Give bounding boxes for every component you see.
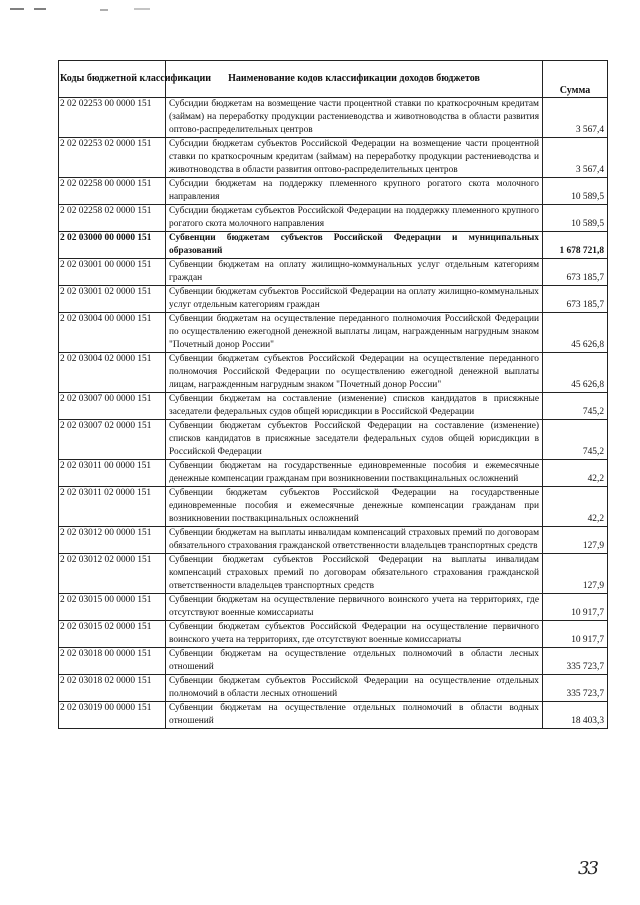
row-sum: 42,2 — [543, 487, 608, 527]
table-row — [59, 648, 608, 675]
row-code: 2 02 03000 00 0000 151 — [59, 232, 166, 259]
row-sum: 10 917,7 — [543, 621, 608, 648]
row-description: Субвенции бюджетам субъектов Российской Федерации на оплату жилищно-коммунальных услуг отдельным категориям граждан — [166, 286, 543, 313]
table-body — [59, 98, 608, 729]
table-header-row — [59, 61, 608, 98]
row-sum: 1 678 721,8 — [543, 232, 608, 259]
table-row — [59, 205, 608, 232]
row-code: 2 02 03018 02 0000 151 — [59, 675, 166, 702]
row-code: 2 02 03004 00 0000 151 — [59, 313, 166, 353]
row-code: 2 02 03007 02 0000 151 — [59, 420, 166, 460]
header-codes: Коды бюджетной классификации — [59, 61, 166, 98]
row-sum: 673 185,7 — [543, 286, 608, 313]
row-description: Субвенции бюджетам субъектов Российской Федерации на осуществление первичного воинского учета на территориях, где отсутствуют военные комиссариаты — [166, 621, 543, 648]
row-sum: 745,2 — [543, 393, 608, 420]
row-sum: 3 567,4 — [543, 98, 608, 138]
row-description: Субвенции бюджетам субъектов Российской Федерации на осуществление переданного полномочия Российской Федерации по осуществлению ежегодной денежной выплаты лицам, награжденным нагрудным знаком "Почетный донор России" — [166, 353, 543, 393]
table-row — [59, 353, 608, 393]
row-code: 2 02 03011 02 0000 151 — [59, 487, 166, 527]
table-row — [59, 460, 608, 487]
table-row — [59, 702, 608, 729]
row-sum: 673 185,7 — [543, 259, 608, 286]
row-sum: 10 589,5 — [543, 178, 608, 205]
row-sum: 18 403,3 — [543, 702, 608, 729]
row-code: 2 02 03001 02 0000 151 — [59, 286, 166, 313]
row-sum: 10 589,5 — [543, 205, 608, 232]
row-description: Субвенции бюджетам субъектов Российской Федерации на выплаты инвалидам компенсаций страховых премий по договорам обязательного страхования гражданской ответственности владельцев транспортных средств — [166, 554, 543, 594]
row-description: Субвенции бюджетам на выплаты инвалидам компенсаций страховых премий по договорам обязательного страхования гражданской ответственности владельцев транспортных средств — [166, 527, 543, 554]
table-row — [59, 393, 608, 420]
row-code: 2 02 03007 00 0000 151 — [59, 393, 166, 420]
table-row — [59, 594, 608, 621]
row-sum: 42,2 — [543, 460, 608, 487]
row-description: Субвенции бюджетам на осуществление отдельных полномочий в области лесных отношений — [166, 648, 543, 675]
row-description: Субвенции бюджетам на осуществление отдельных полномочий в области водных отношений — [166, 702, 543, 729]
row-code: 2 02 03001 00 0000 151 — [59, 259, 166, 286]
row-code: 2 02 03018 00 0000 151 — [59, 648, 166, 675]
row-description: Субсидии бюджетам на поддержку племенного крупного рогатого скота молочного направления — [166, 178, 543, 205]
row-code: 2 02 03011 00 0000 151 — [59, 460, 166, 487]
row-code: 2 02 03019 00 0000 151 — [59, 702, 166, 729]
header-name: Наименование кодов классификации доходов бюджетов — [166, 61, 543, 98]
table-row — [59, 527, 608, 554]
row-code: 2 02 02258 02 0000 151 — [59, 205, 166, 232]
row-code: 2 02 03012 02 0000 151 — [59, 554, 166, 594]
table-row — [59, 675, 608, 702]
row-sum: 127,9 — [543, 554, 608, 594]
row-code: 2 02 03012 00 0000 151 — [59, 527, 166, 554]
table-row — [59, 286, 608, 313]
page-number: 33 — [578, 858, 597, 879]
row-sum: 127,9 — [543, 527, 608, 554]
table-row — [59, 621, 608, 648]
row-description: Субвенции бюджетам на составление (изменение) списков кандидатов в присяжные заседатели федеральных судов общей юрисдикции в Российской Федерации — [166, 393, 543, 420]
row-description: Субсидии бюджетам на возмещение части процентной ставки по краткосрочным кредитам (займам) на переработку продукции растениеводства и животноводства в области развития оптово-распределительных центров — [166, 98, 543, 138]
row-sum: 45 626,8 — [543, 353, 608, 393]
row-description: Субвенции бюджетам на оплату жилищно-коммунальных услуг отдельным категориям граждан — [166, 259, 543, 286]
row-code: 2 02 02258 00 0000 151 — [59, 178, 166, 205]
table-row — [59, 259, 608, 286]
table-row — [59, 420, 608, 460]
row-description: Субвенции бюджетам субъектов Российской Федерации на составление (изменение) списков кандидатов в присяжные заседатели федеральных судов общей юрисдикции в Российской Федерации — [166, 420, 543, 460]
scan-artifact-marks — [0, 0, 640, 30]
row-code: 2 02 03015 02 0000 151 — [59, 621, 166, 648]
row-code: 2 02 03015 00 0000 151 — [59, 594, 166, 621]
header-sum: Сумма — [543, 61, 608, 98]
row-description: Субсидии бюджетам субъектов Российской Федерации на возмещение части процентной ставки по краткосрочным кредитам (займам) на переработку продукции растениеводства и животноводства в области развития оптово-распределительных центров — [166, 138, 543, 178]
row-sum: 745,2 — [543, 420, 608, 460]
row-code: 2 02 02253 02 0000 151 — [59, 138, 166, 178]
row-sum: 335 723,7 — [543, 675, 608, 702]
row-description: Субвенции бюджетам субъектов Российской Федерации на осуществление отдельных полномочий в области лесных отношений — [166, 675, 543, 702]
table-row — [59, 554, 608, 594]
row-description: Субвенции бюджетам на осуществление первичного воинского учета на территориях, где отсутствуют военные комиссариаты — [166, 594, 543, 621]
row-code: 2 02 03004 02 0000 151 — [59, 353, 166, 393]
row-code: 2 02 02253 00 0000 151 — [59, 98, 166, 138]
table-row — [59, 487, 608, 527]
row-description: Субсидии бюджетам субъектов Российской Федерации на поддержку племенного крупного рогатого скота молочного направления — [166, 205, 543, 232]
table-row — [59, 232, 608, 259]
row-sum: 45 626,8 — [543, 313, 608, 353]
row-sum: 3 567,4 — [543, 138, 608, 178]
row-description: Субвенции бюджетам на государственные единовременные пособия и ежемесячные денежные компенсации гражданам при возникновении поствакцинальных осложнений — [166, 460, 543, 487]
table-row — [59, 138, 608, 178]
row-description: Субвенции бюджетам субъектов Российской Федерации и муниципальных образований — [166, 232, 543, 259]
row-sum: 335 723,7 — [543, 648, 608, 675]
row-description: Субвенции бюджетам на осуществление переданного полномочия Российской Федерации по осуществлению ежегодной денежной выплаты лицам, награжденным нагрудным знаком "Почетный донор России" — [166, 313, 543, 353]
table-row — [59, 98, 608, 138]
table-row — [59, 178, 608, 205]
row-description: Субвенции бюджетам субъектов Российской Федерации на государственные единовременные пособия и ежемесячные денежные компенсации гражданам при возникновении поствакцинальных осложнений — [166, 487, 543, 527]
table-row — [59, 313, 608, 353]
row-sum: 10 917,7 — [543, 594, 608, 621]
revenue-classification-table — [58, 60, 608, 729]
